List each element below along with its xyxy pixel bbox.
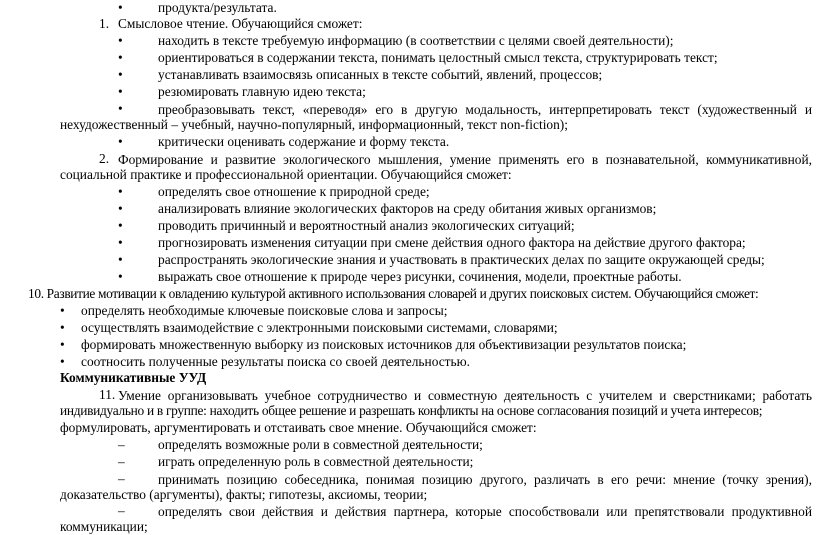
dash-icon: –: [118, 437, 125, 452]
list-number: 11.: [99, 387, 116, 402]
bullet-icon: •: [118, 33, 123, 48]
dash-icon: –: [118, 471, 125, 486]
bullet-icon: •: [60, 354, 65, 369]
list-item: принимать позицию собеседника, понимая позицию другого, различать в его речи: мнение (точку зрения),: [158, 472, 812, 487]
bullet-icon: •: [118, 134, 123, 149]
list-item: критически оценивать содержание и форму текста.: [158, 134, 450, 149]
list-item: анализировать влияние экологических факторов на среду обитания живых организмов;: [158, 201, 657, 216]
bullet-icon: •: [118, 201, 123, 216]
bullet-icon: •: [118, 0, 123, 15]
list-item-continuation: коммуникации;: [60, 519, 148, 534]
list-item: определять свои действия и действия партнера, которые способствовали или препятствовали продуктивной: [158, 504, 812, 519]
list-item: выражать свое отношение к природе через рисунки, сочинения, модели, проектные работы.: [158, 269, 682, 284]
bullet-icon: •: [118, 67, 123, 82]
section-line-continuation: формулировать, аргументировать и отстаивать свое мнение. Обучающийся сможет:: [60, 420, 537, 435]
list-number: 2.: [99, 151, 110, 166]
list-item: определять возможные роли в совместной деятельности;: [158, 437, 483, 452]
list-item: устанавливать взаимосвязь описанных в тексте событий, явлений, процессов;: [158, 67, 603, 82]
bullet-icon: •: [60, 320, 65, 335]
list-item-continuation: доказательство (аргументы), факты; гипотезы, аксиомы, теории;: [60, 487, 428, 502]
section-line: Формирование и развитие экологического мышления, умение применять его в познавательной, коммуникативной,: [118, 152, 812, 167]
list-number: 1.: [99, 16, 110, 31]
dash-icon: –: [118, 503, 125, 518]
list-item: определять необходимые ключевые поисковые слова и запросы;: [81, 303, 448, 318]
list-item: резюмировать главную идею текста;: [158, 84, 366, 99]
section-line: Умение организовывать учебное сотрудничество и совместную деятельность с учителем и сверстниками; работать: [118, 388, 812, 403]
list-item: играть определенную роль в совместной деятельности;: [158, 454, 474, 469]
bullet-icon: •: [118, 50, 123, 65]
bullet-icon: •: [118, 269, 123, 284]
list-item: прогнозировать изменения ситуации при смене действия одного фактора на действие другого фактора;: [158, 235, 746, 250]
bullet-icon: •: [60, 303, 65, 318]
list-item: проводить причинный и вероятностный анализ экологических ситуаций;: [158, 218, 575, 233]
list-item: осуществлять взаимодействие с электронными поисковыми системами, словарями;: [81, 320, 558, 335]
list-item: находить в тексте требуемую информацию (в соответствии с целями своей деятельности);: [158, 33, 674, 48]
text-line: продукта/результата.: [158, 0, 277, 15]
bullet-icon: •: [118, 235, 123, 250]
bullet-icon: •: [118, 101, 123, 116]
bullet-icon: •: [118, 84, 123, 99]
list-item: распространять экологические знания и участвовать в практических делах по защите окружающей среды;: [158, 252, 765, 267]
section-heading: Коммуникативные УУД: [60, 370, 207, 385]
bullet-icon: •: [118, 184, 123, 199]
list-item: определять свое отношение к природной среде;: [158, 184, 430, 199]
section-line: Смысловое чтение. Обучающийся сможет:: [118, 16, 363, 31]
section-line-continuation: индивидуально и в группе: находить общее решение и разрешать конфликты на основе согласования позиций и учета интересов;: [60, 403, 763, 418]
bullet-icon: •: [60, 337, 65, 352]
list-item: ориентироваться в содержании текста, понимать целостный смысл текста, структурировать текст;: [158, 50, 718, 65]
dash-icon: –: [118, 454, 125, 469]
bullet-icon: •: [118, 218, 123, 233]
list-item-continuation: нехудожественный – учебный, научно-популярный, информационный, текст non-fiction);: [60, 117, 568, 132]
bullet-icon: •: [118, 252, 123, 267]
list-item: формировать множественную выборку из поисковых источников для объективизации результатов поиска;: [81, 337, 687, 352]
section-line-continuation: социальной практике и профессиональной ориентации. Обучающийся сможет:: [60, 167, 512, 182]
section-line: 10. Развитие мотивации к овладению культурой активного использования словарей и других поисковых систем. Обучающийся сможет:: [28, 286, 759, 301]
list-item: соотносить полученные результаты поиска со своей деятельностью.: [81, 354, 470, 369]
list-item: преобразовывать текст, «переводя» его в другую модальность, интерпретировать текст (художественный и: [158, 102, 812, 117]
